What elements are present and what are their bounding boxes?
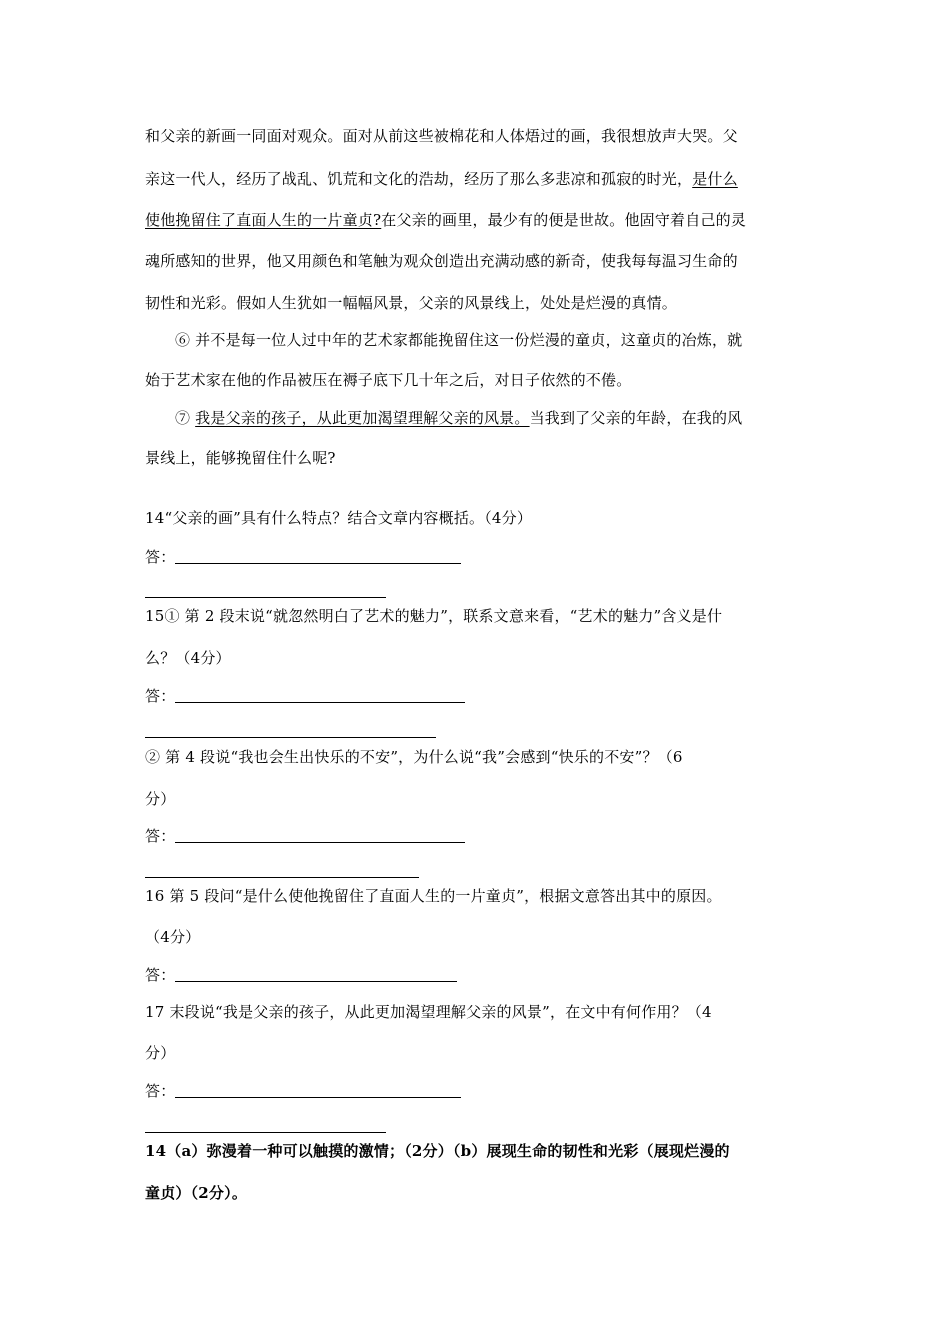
underlined-sentence: 我是父亲的孩子，从此更加渴望理解父亲的风景。 (195, 409, 530, 427)
answer-rule[interactable] (145, 1132, 386, 1133)
question-16-cont: （4分） (145, 928, 201, 946)
answer-key-line: 童贞）（2分）。 (145, 1184, 248, 1202)
answer-rule[interactable] (145, 597, 386, 598)
answer-line (145, 547, 461, 567)
answer-label: 答： (145, 1082, 176, 1100)
answer-label: 答： (145, 548, 176, 566)
answer-line (145, 686, 465, 706)
answer-line (145, 1081, 461, 1101)
passage-line: 景线上，能够挽留住什么呢? (145, 449, 336, 467)
question-15-1-cont: 么？（4分） (145, 649, 231, 667)
question-15-1: 15① 第 2 段末说“就忽然明白了艺术的魅力”，联系文意来看，“艺术的魅力”含义是什 (145, 607, 723, 625)
answer-blank[interactable] (175, 1083, 461, 1098)
answer-blank[interactable] (175, 688, 465, 703)
passage-text: 当我到了父亲的年龄，在我的风 (529, 409, 743, 427)
passage-line: 魂所感知的世界，他又用颜色和笔触为观众创造出充满动感的新奇，使我每每温习生命的 (145, 252, 738, 270)
passage-line (175, 408, 742, 428)
passage-line (145, 210, 746, 230)
underlined-question-text: 是什么 (692, 170, 738, 188)
question-17-cont: 分） (145, 1044, 176, 1062)
answer-label: 答： (145, 827, 176, 845)
passage-text: 在父亲的画里，最少有的便是世故。他固守着自己的灵 (381, 211, 747, 229)
passage-line: 始于艺术家在他的作品被压在褥子底下几十年之后，对日子依然的不倦。 (145, 371, 632, 389)
question-17: 17 末段说“我是父亲的孩子，从此更加渴望理解父亲的风景”，在文中有何作用？（4 (145, 1003, 712, 1021)
question-15-2: ② 第 4 段说“我也会生出快乐的不安”，为什么说“我”会感到“快乐的不安”？（6 (145, 748, 683, 766)
answer-label: 答： (145, 966, 176, 984)
underlined-question-text: 使他挽留住了直面人生的一片童贞? (145, 211, 382, 229)
answer-label: 答： (145, 687, 176, 705)
passage-line: ⑥ 并不是每一位人过中年的艺术家都能挽留住这一份烂漫的童贞，这童贞的冶炼，就 (175, 331, 743, 349)
question-14: 14“父亲的画”具有什么特点？结合文章内容概括。（4分） (145, 509, 533, 527)
passage-line: 和父亲的新画一同面对观众。面对从前这些被棉花和人体焐过的画，我很想放声大哭。父 (145, 127, 738, 145)
answer-line (145, 826, 465, 846)
passage-line (145, 169, 738, 189)
answer-line (145, 965, 457, 985)
question-15-2-cont: 分） (145, 790, 176, 808)
question-16: 16 第 5 段问“是什么使他挽留住了直面人生的一片童贞”，根据文意答出其中的原因。 (145, 887, 722, 905)
answer-blank[interactable] (175, 967, 457, 982)
answer-rule[interactable] (145, 877, 419, 878)
answer-blank[interactable] (175, 828, 465, 843)
answer-key-line: 14（a）弥漫着一种可以触摸的激情；（2分）（b）展现生命的韧性和光彩（展现烂漫的 (145, 1142, 730, 1160)
answer-rule[interactable] (145, 737, 436, 738)
answer-blank[interactable] (175, 549, 461, 564)
paragraph-number: ⑦ (175, 409, 191, 427)
passage-line: 韧性和光彩。假如人生犹如一幅幅风景，父亲的风景线上，处处是烂漫的真情。 (145, 294, 678, 312)
passage-text: 亲这一代人，经历了战乱、饥荒和文化的浩劫，经历了那么多悲凉和孤寂的时光， (145, 170, 693, 188)
